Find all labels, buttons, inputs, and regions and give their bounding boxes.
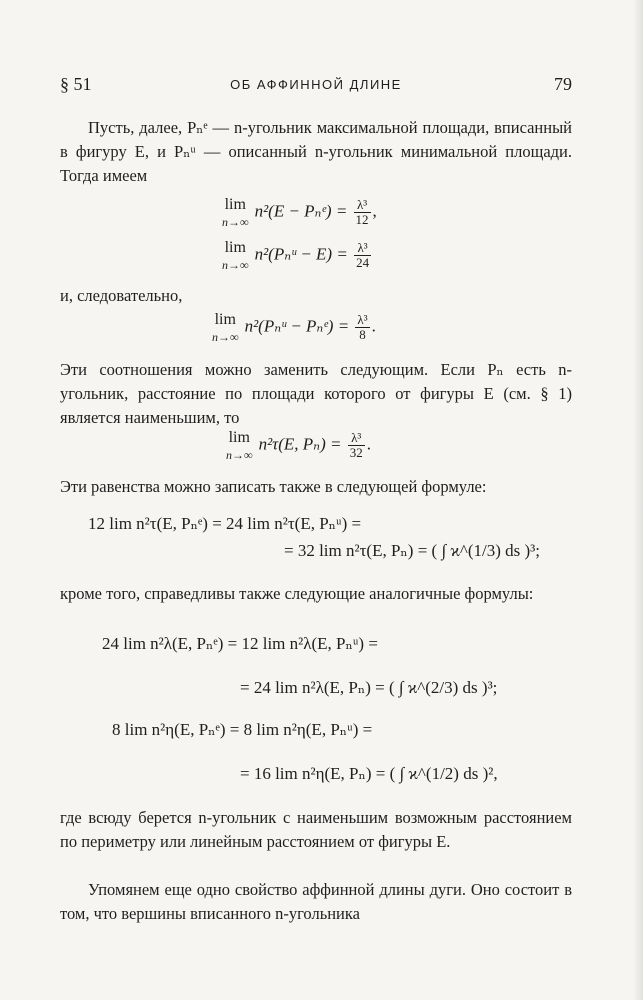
fraction: $\frac{\text{λ³}}{12}$ [355,197,369,227]
equation-6-line-1: 24 lim n²λ(E, Pₙᵉ) = 12 lim n²λ(E, Pₙᵘ) = [102,634,378,653]
running-title: ОБ АФФИННОЙ ДЛИНЕ [230,77,402,92]
equation-7-line-2: = 16 lim n²η(E, Pₙ) = ( ∫ ϰ^(1/2) ds )², [240,764,498,783]
equation-7-line-1: 8 lim n²η(E, Pₙᵉ) = 8 lim n²η(E, Pₙᵘ) = [112,720,373,739]
paragraph-5: кроме того, справедливы также следующие аналогичные формулы: [60,584,534,603]
fraction: $\frac{\text{λ³}}{24}$ [356,240,370,270]
limit-operator: lim n→∞ [222,239,249,272]
equation-5-line-1: 12 lim n²τ(E, Pₙᵉ) = 24 lim n²τ(E, Pₙᵘ) = [88,514,362,533]
equation-2: lim n→∞ n²(Pₙᵘ − E) = $\frac{\text{λ³}}{24}$ [222,239,370,272]
running-header [60,74,572,98]
paragraph-1: Пусть, далее, Pₙᵉ — n-угольник максимальной площади, вписанный в фигуру E, и Pₙᵘ — описанный n-угольник минимальной площади. Тогда имеем [60,118,572,185]
paragraph-2: и, следовательно, [60,286,183,305]
paragraph-7: Упомянем еще одно свойство аффинной длины дуги. Оно состоит в том, что вершины вписанного n-угольника [60,880,572,923]
limit-operator: lim n→∞ [226,429,253,462]
page-number: 79 [554,74,572,94]
paragraph-4: Эти равенства можно записать также в следующей формуле: [60,477,487,496]
limit-operator: lim n→∞ [222,196,249,229]
equation-3: lim n→∞ n²(Pₙᵘ − Pₙᵉ) = $\frac{\text{λ³}}{8}$ . [212,311,376,344]
fraction: $\frac{\text{λ³}}{8}$ [357,312,368,342]
limit-operator: lim n→∞ [212,311,239,344]
equation-6-line-2: = 24 lim n²λ(E, Pₙ) = ( ∫ ϰ^(2/3) ds )³; [240,678,498,697]
paragraph-6: где всюду берется n-угольник с наименьшим возможным расстоянием по периметру или линейным расстоянием от фигуры E. [60,808,572,851]
paragraph-3: Эти соотношения можно заменить следующим. Если Pₙ есть n-угольник, расстояние по площади которого от фигуры E (см. § 1) является наименьшим, то [60,360,572,427]
page-edge-shadow [633,0,643,1000]
section-number: § 51 [60,74,92,94]
equation-4: lim n→∞ n²τ(E, Pₙ) = $\frac{\text{λ³}}{32}$ . [226,429,371,462]
equation-5-line-2: = 32 lim n²τ(E, Pₙ) = ( ∫ ϰ^(1/3) ds )³; [284,541,540,560]
fraction: $\frac{\text{λ³}}{32}$ [349,430,363,460]
equation-1: lim n→∞ n²(E − Pₙᵉ) = $\frac{\text{λ³}}{12}$ , [222,196,377,229]
